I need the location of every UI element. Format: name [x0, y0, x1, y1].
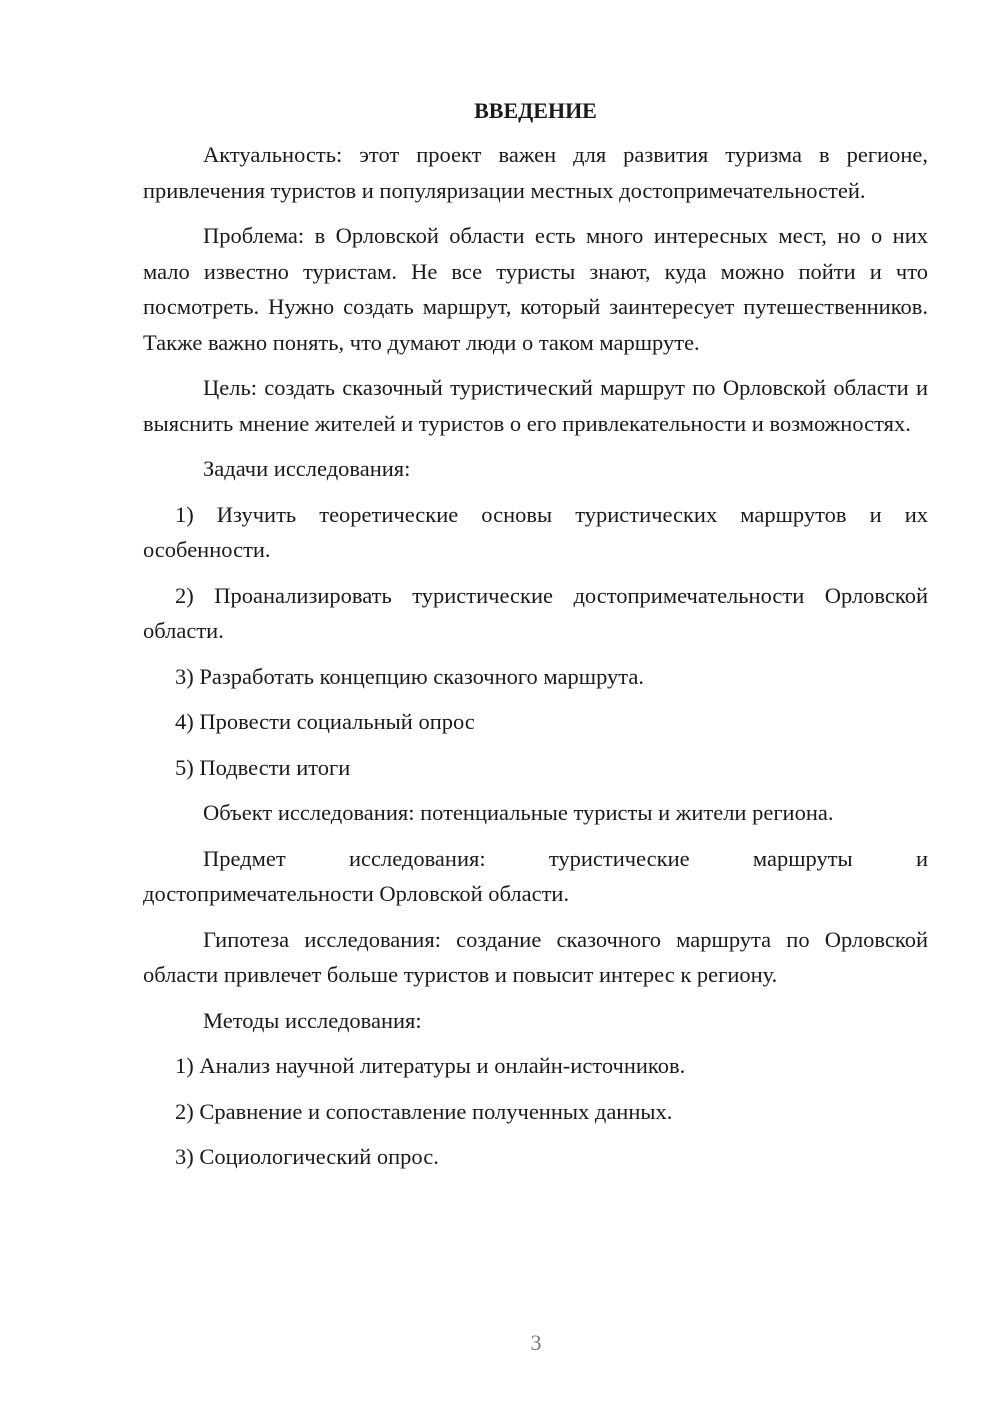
task-item-2: 2) Проанализировать туристические достопримечательности Орловской области.	[143, 582, 928, 643]
task-item-5: 5) Подвести итоги	[175, 754, 351, 780]
paragraph-goal: Цель: создать сказочный туристический маршрут по Орловской области и выяснить мнение жителей и туристов о его привлекательности и возможностях.	[143, 375, 928, 436]
paragraph-problem: Проблема: в Орловской области есть много интересных мест, но о них мало известно туристам. Не все туристы знают, куда можно пойти и что посмотреть. Нужно создать маршрут, который заинтересует путешественников. Также важно понять, что думают люди о таком маршруте.	[143, 223, 928, 355]
task-item-1: 1) Изучить теоретические основы туристических маршрутов и их особенности.	[143, 501, 928, 562]
paragraph-tasks-heading: Задачи исследования:	[203, 456, 411, 481]
task-item-4: 4) Провести социальный опрос	[175, 709, 475, 734]
page-content	[143, 93, 928, 1185]
method-item-3: 3) Социологический опрос.	[175, 1144, 439, 1169]
task-item-3: 3) Разработать концепцию сказочного маршрута.	[175, 663, 644, 689]
paragraph-methods-heading: Методы исследования:	[203, 1007, 422, 1033]
paragraph-object: Объект исследования: потенциальные туристы и жители региона.	[203, 800, 834, 825]
paragraph-subject: Предмет исследования: туристические маршруты и достопримечательности Орловской области.	[143, 845, 928, 906]
paragraph-relevance: Актуальность: этот проект важен для развития туризма в регионе, привлечения туристов и популяризации местных достопримечательностей.	[143, 142, 928, 203]
page-number: 3	[530, 1330, 542, 1355]
page-title: ВВЕДЕНИЕ	[474, 98, 597, 123]
method-item-2: 2) Сравнение и сопоставление полученных данных.	[175, 1098, 673, 1124]
method-item-1: 1) Анализ научной литературы и онлайн-источников.	[175, 1053, 686, 1078]
paragraph-hypothesis: Гипотеза исследования: создание сказочного маршрута по Орловской области привлечет больше туристов и повысит интерес к региону.	[143, 926, 928, 987]
